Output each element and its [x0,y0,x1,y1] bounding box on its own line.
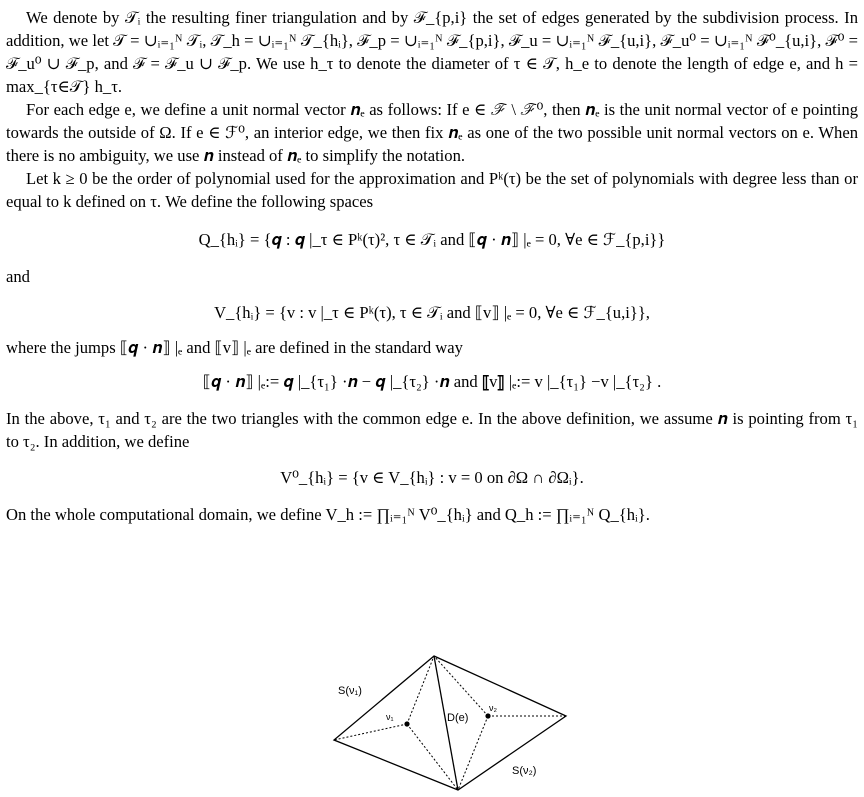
paragraph-triangulation: We denote by 𝒯ᵢ the resulting finer triangulation and by ℱ_{p,i} the set of edges generated by the subdivision process. In addition, we let 𝒯 = ∪ᵢ₌₁ᴺ 𝒯ᵢ, 𝒯_h = ∪ᵢ₌₁ᴺ 𝒯_{hᵢ}, ℱ_p = ∪ᵢ₌₁ᴺ ℱ_{p,i}, ℱ_u = ∪ᵢ₌₁ᴺ ℱ_{u,i}, ℱ_u⁰ = ∪ᵢ₌₁ᴺ ℱ⁰_{u,i}, ℱ⁰ = ℱ_u⁰ ∪ ℱ_p, and ℱ = ℱ_u ∪ ℱ_p. We use h_τ to denote the diameter of τ ∈ 𝒯, h_e to denote the length of edge e, and h = max_{τ∈𝒯} h_τ. [6,8,858,96]
paragraph-jumps: where the jumps ⟦𝒒 · 𝒏⟧ |ₑ and ⟦v⟧ |ₑ are defined in the standard way [6,338,463,357]
label-v1: ν₁ [386,712,394,722]
label-s-v1: S(ν₁) [338,685,362,697]
equation-q-space: Q_{hᵢ} = {𝒒 : 𝒒 |_τ ∈ Pᵏ(τ)², τ ∈ 𝒯ᵢ and ⟦𝒒 · 𝒏⟧ |ₑ = 0, ∀e ∈ ℱ_{p,i}} [198,230,666,249]
text-and: and [6,267,30,286]
paragraph-polynomial-spaces: Let k ≥ 0 be the order of polynomial used for the approximation and Pᵏ(τ) be the set of polynomials with degree less than or equal to k defined on τ. We define the following spaces [6,169,858,211]
equation-v0-space: V⁰_{hᵢ} = {v ∈ V_{hᵢ} : v = 0 on ∂Ω ∩ ∂Ωᵢ}. [280,468,584,487]
label-s-v2: S(ν₂) [512,765,537,777]
paragraph-unit-normal: For each edge e, we define a unit normal vector 𝒏ₑ as follows: If e ∈ ℱ \ ℱ⁰, then 𝒏ₑ is the unit normal vector of e pointing towards the outside of Ω. If e ∈ ℱ⁰, an interior edge, we then fix 𝒏ₑ as one of the two possible unit normal vectors on e. When there is no ambiguity, we use 𝒏 instead of 𝒏ₑ to simplify the notation. [6,100,858,165]
equation-v-space: V_{hᵢ} = {v : v |_τ ∈ Pᵏ(τ), τ ∈ 𝒯ᵢ and ⟦v⟧ |ₑ = 0, ∀e ∈ ℱ_{u,i}}, [214,303,650,322]
vertex-v1 [404,721,409,726]
paragraph-global-spaces: On the whole computational domain, we define V_h := ∏ᵢ₌₁ᴺ V⁰_{hᵢ} and Q_h := ∏ᵢ₌₁ᴺ Q_{hᵢ}. [6,505,650,524]
paper-body [6,6,858,526]
paragraph-triangles: In the above, τ₁ and τ₂ are the two triangles with the common edge e. In the above definition, we assume 𝒏 is pointing from τ₁ to τ₂. In addition, we define [6,409,858,451]
label-de: D(e) [447,712,469,724]
subdivision-figure [330,654,570,794]
vertex-v2 [485,713,490,718]
equation-jump-definitions: ⟦𝒒 · 𝒏⟧ |ₑ:= 𝒒 |_{τ₁} ·𝒏 − 𝒒 |_{τ₂} ·𝒏 and ⟦v⟧ |ₑ:= v |_{τ₁} −v |_{τ₂} . [202,372,662,391]
label-v2: ν₂ [489,703,497,713]
